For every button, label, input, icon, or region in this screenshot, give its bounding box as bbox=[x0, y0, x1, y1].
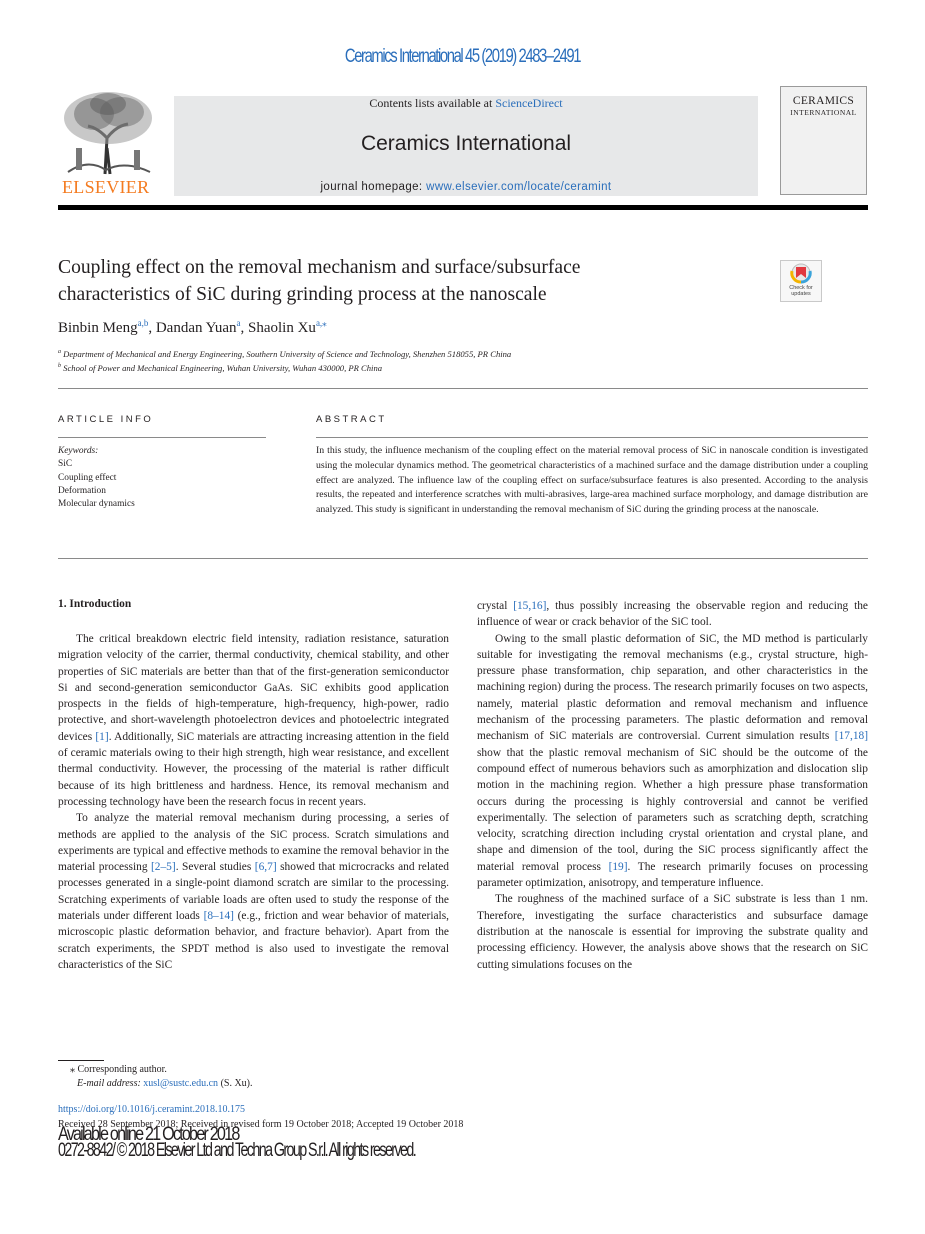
article-title-line-1: Coupling effect on the removal mechanism and surface/subsurface bbox=[58, 257, 581, 278]
paragraph bbox=[477, 891, 868, 972]
citation-link[interactable]: [6,7] bbox=[254, 861, 277, 874]
author-name[interactable]: Shaolin Xu bbox=[248, 320, 316, 336]
divider bbox=[58, 558, 868, 559]
received-dates: Received 28 September 2018; Received in revised form 19 October 2018; Accepted 19 October 2018 bbox=[58, 1119, 464, 1130]
body-column-right bbox=[477, 598, 868, 973]
contents-prefix: Contents lists available at bbox=[369, 96, 496, 110]
cover-title bbox=[781, 96, 866, 118]
affiliation-a-mark: a bbox=[58, 349, 61, 356]
paragraph bbox=[477, 598, 868, 631]
citation-link[interactable]: [15,16] bbox=[513, 600, 547, 612]
citation-link[interactable]: [17,18] bbox=[834, 730, 868, 743]
paragraph-text: (e.g., friction and wear behavior of materials, microscopic plastic deformation behavior, and fracture behavior). Apart from the scratch experiments, the SPDT method is also used to investigate the removal characteristics of the SiC bbox=[58, 910, 450, 971]
email-note bbox=[77, 1078, 253, 1089]
affiliation-b-text: School of Power and Mechanical Engineering, Wuhan University, Wuhan 430000, PR China bbox=[63, 363, 383, 373]
elsevier-tree-icon bbox=[58, 88, 158, 176]
paragraph-text: , thus possibly increasing the observable region and reducing the influence of wear or crack behavior of the SiC tool. bbox=[477, 600, 868, 629]
crossmark-label bbox=[781, 285, 821, 297]
author-name[interactable]: Binbin Meng bbox=[58, 320, 138, 336]
author-separator: , bbox=[148, 320, 156, 336]
paragraph-text: The roughness of the machined surface of a SiC substrate is less than 1 nm. Therefore, investigating the surface characteristics and subsurface damage distribution at the nanoscale is essential for improving the substrate quality and processing efficiency. However, the analysis above shows that the research on SiC cutting simulations focuses on the bbox=[477, 893, 868, 971]
citation-link[interactable]: [8–14] bbox=[203, 910, 234, 923]
article-title bbox=[58, 254, 718, 308]
divider bbox=[58, 388, 868, 389]
available-online: Available online 21 October 2018 bbox=[58, 1124, 239, 1145]
paragraph-text: showed that microcracks and related processes generated in a single-point diamond scratch are similar to the processing. Scratching experiments of variable loads are often used to study the response of the materials under different loads bbox=[58, 861, 449, 923]
email-suffix: (S. Xu). bbox=[218, 1078, 253, 1089]
keyword-item: SiC bbox=[58, 459, 73, 470]
corresponding-text: Corresponding author. bbox=[75, 1064, 167, 1075]
homepage-prefix: journal homepage: bbox=[320, 181, 427, 193]
abstract-text: In this study, the influence mechanism of the coupling effect on the material removal process of SiC in nanoscale condition is investigated using the molecular dynamics method. The geometrical characteristics of a machined surface and the damage distribution under a coupling effect are analyzed. The influence law of the coupling effect on surface/subsurface features is also presented. According to the analysis results, the repeated and interference scratches with multi-abrasives, large-area machined surface morphology, and damage distribution are analyzed. This study is significant in understanding the removal mechanism of SiC during the grinding process at the nanoscale. bbox=[316, 445, 868, 516]
paragraph-text: . The research primarily focuses on processing parameter optimization, anisotropy, and temperature influence. bbox=[477, 860, 869, 890]
author-list bbox=[58, 318, 327, 337]
doi-link[interactable]: https://doi.org/10.1016/j.ceramint.2018.10.175 bbox=[58, 1104, 246, 1115]
journal-cover-thumbnail[interactable] bbox=[780, 86, 867, 195]
divider bbox=[316, 437, 868, 438]
author-separator: , bbox=[240, 320, 249, 336]
cover-title-main: CERAMICS bbox=[792, 95, 855, 107]
paragraph-text: The critical breakdown electric field intensity, radiation resistance, saturation migration velocity of the carrier, thermal conductivity, chemical stability, and other properties of SiC materials are better than that of the first-generation semiconductor Si and second-generation semiconductor GaAs. SiC exhibits good application prospects in the fields of high-temperature, high-frequency, high-power, radio protective, and short-wavelength photoelectron devices and photoelectric integrated devices bbox=[58, 633, 449, 743]
paragraph-text: crystal bbox=[477, 600, 514, 612]
article-title-line-2: characteristics of SiC during grinding process at the nanoscale bbox=[58, 284, 547, 305]
keyword-item: Coupling effect bbox=[58, 472, 117, 483]
affiliation-b bbox=[58, 363, 382, 373]
journal-homepage-line bbox=[174, 181, 758, 193]
copyright-line: 0272-8842/ © 2018 Elsevier Ltd and Techna Group S.r.l. All rights reserved. bbox=[58, 1140, 416, 1161]
header-rule bbox=[58, 205, 868, 210]
footnote-rule bbox=[58, 1060, 104, 1061]
author-affiliation-mark[interactable]: a,b bbox=[137, 318, 149, 328]
paragraph-text: To analyze the material removal mechanism during processing, a series of methods are applied to the analysis of the SiC process. Scratch simulations and experiments are typical and effective methods to examine the removal behavior in the material processing bbox=[58, 812, 449, 874]
citation-link[interactable]: [2–5] bbox=[151, 861, 176, 874]
author-name[interactable]: Dandan Yuan bbox=[155, 320, 237, 336]
section-heading-introduction: 1. Introduction bbox=[58, 598, 132, 610]
contents-line bbox=[174, 96, 758, 111]
affiliation-a-text: Department of Mechanical and Energy Engineering, Southern University of Science and Technology, Shenzhen 518055, PR China bbox=[63, 349, 512, 359]
sciencedirect-link[interactable]: ScienceDirect bbox=[495, 96, 563, 110]
affiliation-a bbox=[58, 349, 511, 359]
paragraph bbox=[58, 631, 449, 810]
paragraph-text: . Additionally, SiC materials are attracting increasing attention in the field of ceramic materials owing to their high strength, high wear resistance, and excellent thermal conductivity. However, the processing of the material is rather difficult because of its high brittleness and hardness. Hence, its removal mechanism and processing technology have been the research focus in recent years. bbox=[58, 730, 449, 808]
author-affiliation-mark[interactable]: a bbox=[236, 318, 241, 328]
paragraph bbox=[58, 810, 449, 973]
journal-homepage-link[interactable]: www.elsevier.com/locate/ceramint bbox=[426, 181, 612, 193]
author-affiliation-mark[interactable]: a,⁎ bbox=[315, 318, 327, 328]
article-info-heading: ARTICLE INFO bbox=[58, 414, 154, 425]
crossmark-label-line-2: updates bbox=[791, 291, 811, 297]
corresponding-mark: ⁎ bbox=[70, 1064, 75, 1075]
paragraph-text: show that the plastic removal mechanism of SiC should be the outcome of the compound effect of numerous behaviors such as amorphization and dislocation slip motion in the machining region. Whether a high pressure phase transformation occurs during the processing is highly controversial and cannot be verified experimentally. The selection of parameters such as scratching depth, scratching velocity, scratching direction including crystal orientation and crystal plane, and shape and dimension of the tool, during the SiC process significantly affect the material removal process bbox=[477, 746, 868, 873]
keyword-item: Deformation bbox=[58, 485, 106, 496]
abstract-heading: ABSTRACT bbox=[316, 414, 387, 425]
elsevier-wordmark: ELSEVIER bbox=[62, 177, 150, 197]
paragraph-text: Owing to the small plastic deformation of SiC, the MD method is particularly suitable for investigating the removal mechanisms (e.g., crystal structure, high-pressure phase transformation, chip separation, and other characteristics in the machining region) during the process. The research primarily focuses on two aspects, namely, material plastic deformation and removal mechanism and influence mechanism of the processing parameters. The plastic deformation and removal mechanism of SiC materials are controversial. Current simulation results bbox=[477, 632, 868, 743]
keyword-item: Molecular dynamics bbox=[58, 499, 135, 510]
journal-title: Ceramics International bbox=[360, 132, 572, 155]
affiliation-b-mark: b bbox=[58, 363, 61, 370]
citation-link[interactable]: [19] bbox=[608, 860, 628, 873]
check-for-updates-badge[interactable] bbox=[780, 260, 822, 302]
email-label: E-mail address: bbox=[77, 1078, 144, 1089]
crossmark-icon bbox=[781, 261, 821, 285]
corresponding-author-note bbox=[70, 1064, 167, 1075]
keywords-block bbox=[58, 445, 268, 511]
elsevier-logo bbox=[58, 88, 158, 198]
divider bbox=[58, 437, 266, 438]
journal-citation[interactable]: Ceramics International 45 (2019) 2483–2491 bbox=[344, 46, 581, 67]
cover-title-sub: INTERNATIONAL bbox=[790, 108, 857, 117]
keywords-label: Keywords: bbox=[58, 446, 99, 456]
paragraph bbox=[477, 631, 868, 892]
email-link[interactable]: xusl@sustc.edu.cn bbox=[143, 1078, 219, 1089]
paragraph-text: . Several studies bbox=[175, 861, 255, 874]
body-column-left bbox=[58, 631, 449, 973]
citation-link[interactable]: [1] bbox=[95, 730, 109, 743]
crossmark-label-line-1: Check for bbox=[789, 285, 813, 291]
